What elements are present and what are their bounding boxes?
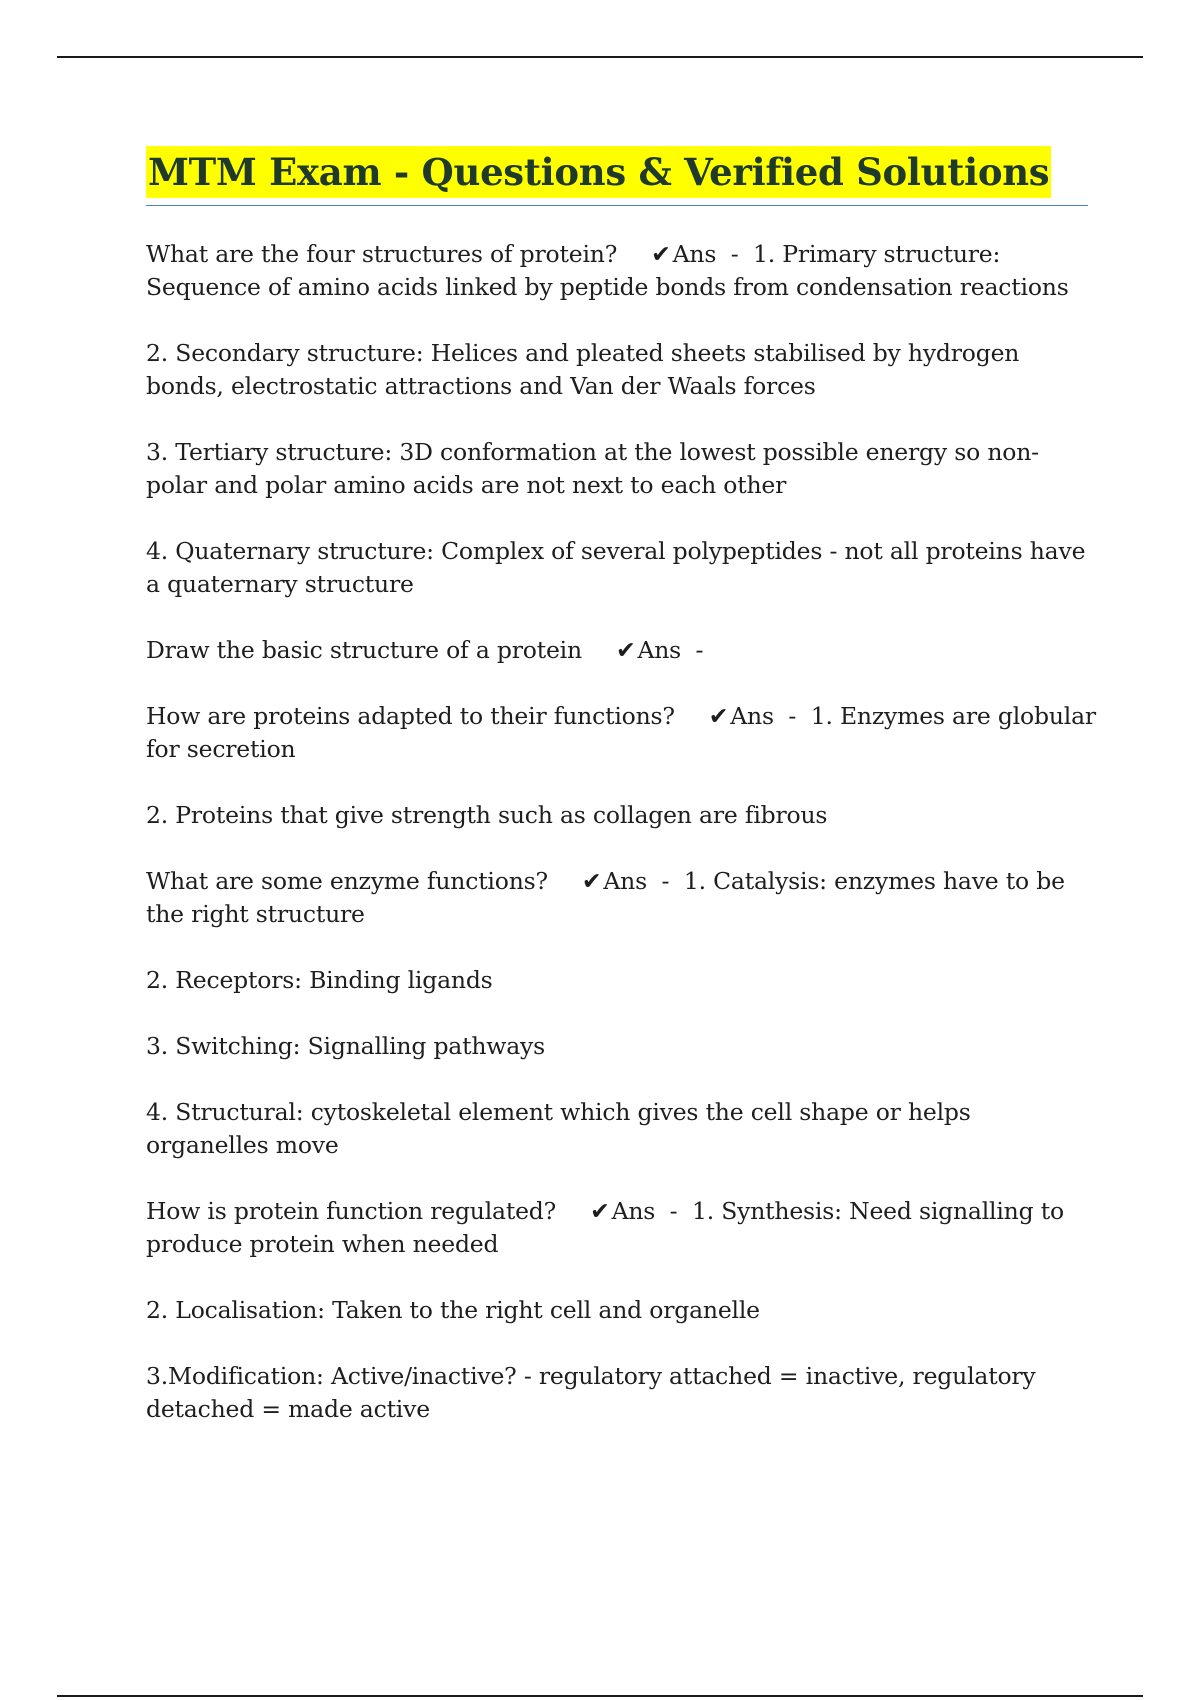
answer-continuation: 2. Secondary structure: Helices and pleated sheets stabilised by hydrogen bonds, electrostatic attractions and Van der Waals forces: [146, 339, 1020, 400]
answer-label: Ans: [611, 1197, 656, 1225]
answer-continuation: 2. Localisation: Taken to the right cell and organelle: [146, 1296, 760, 1324]
document-body: [146, 238, 1096, 1459]
qa-item: [146, 238, 1096, 304]
answer-separator: -: [773, 702, 811, 730]
checkmark-icon: ✔: [651, 240, 671, 268]
answer-text: 1. Primary structure: Sequence of amino acids linked by peptide bonds from condensation reactions: [146, 240, 1069, 301]
question-text: What are some enzyme functions?: [146, 867, 548, 895]
answer-continuation: 2. Proteins that give strength such as collagen are fibrous: [146, 801, 828, 829]
checkmark-icon: ✔: [615, 636, 636, 664]
question-text: What are the four structures of protein?: [146, 240, 618, 268]
question-text: How are proteins adapted to their functions?: [146, 702, 675, 730]
qa-item: [146, 634, 1096, 667]
question-text: How is protein function regulated?: [146, 1197, 557, 1225]
answer-separator: -: [655, 1197, 692, 1225]
checkmark-icon: ✔: [708, 702, 729, 730]
checkmark-icon: ✔: [581, 867, 602, 895]
question-text: Draw the basic structure of a protein: [146, 636, 582, 664]
answer-label: Ans: [603, 867, 647, 895]
title-block: [146, 146, 1088, 206]
qa-item: [146, 700, 1096, 766]
answer-separator: -: [716, 240, 754, 268]
checkmark-icon: ✔: [590, 1197, 610, 1225]
answer-text: 1. Synthesis: Need signalling to produce protein when needed: [146, 1197, 1064, 1258]
answer-continuation: 4. Structural: cytoskeletal element which gives the cell shape or helps organelles move: [146, 1098, 971, 1159]
answer-continuation: 3. Switching: Signalling pathways: [146, 1032, 545, 1060]
answer-continuation: 3.Modification: Active/inactive? - regulatory attached = inactive, regulatory detached = made active: [146, 1362, 1036, 1423]
answer-label: Ans: [730, 702, 774, 730]
footer-rule: [57, 1695, 1143, 1697]
answer-continuation: 3. Tertiary structure: 3D conformation at the lowest possible energy so non-polar and polar amino acids are not next to each other: [146, 438, 1039, 499]
qa-item: [146, 865, 1096, 931]
answer-text: 1. Catalysis: enzymes have to be the right structure: [146, 867, 1065, 928]
answer-continuation: 2. Receptors: Binding ligands: [146, 966, 493, 994]
answer-label: Ans: [637, 636, 682, 664]
answer-separator: -: [681, 636, 718, 664]
document-title: MTM Exam - Questions & Verified Solutions: [146, 146, 1051, 198]
answer-text: 1. Enzymes are globular for secretion: [146, 702, 1096, 763]
qa-item: [146, 1195, 1096, 1261]
header-rule: [57, 56, 1143, 58]
answer-continuation: 4. Quaternary structure: Complex of several polypeptides - not all proteins have a quaternary structure: [146, 537, 1086, 598]
answer-label: Ans: [672, 240, 717, 268]
answer-separator: -: [646, 867, 684, 895]
